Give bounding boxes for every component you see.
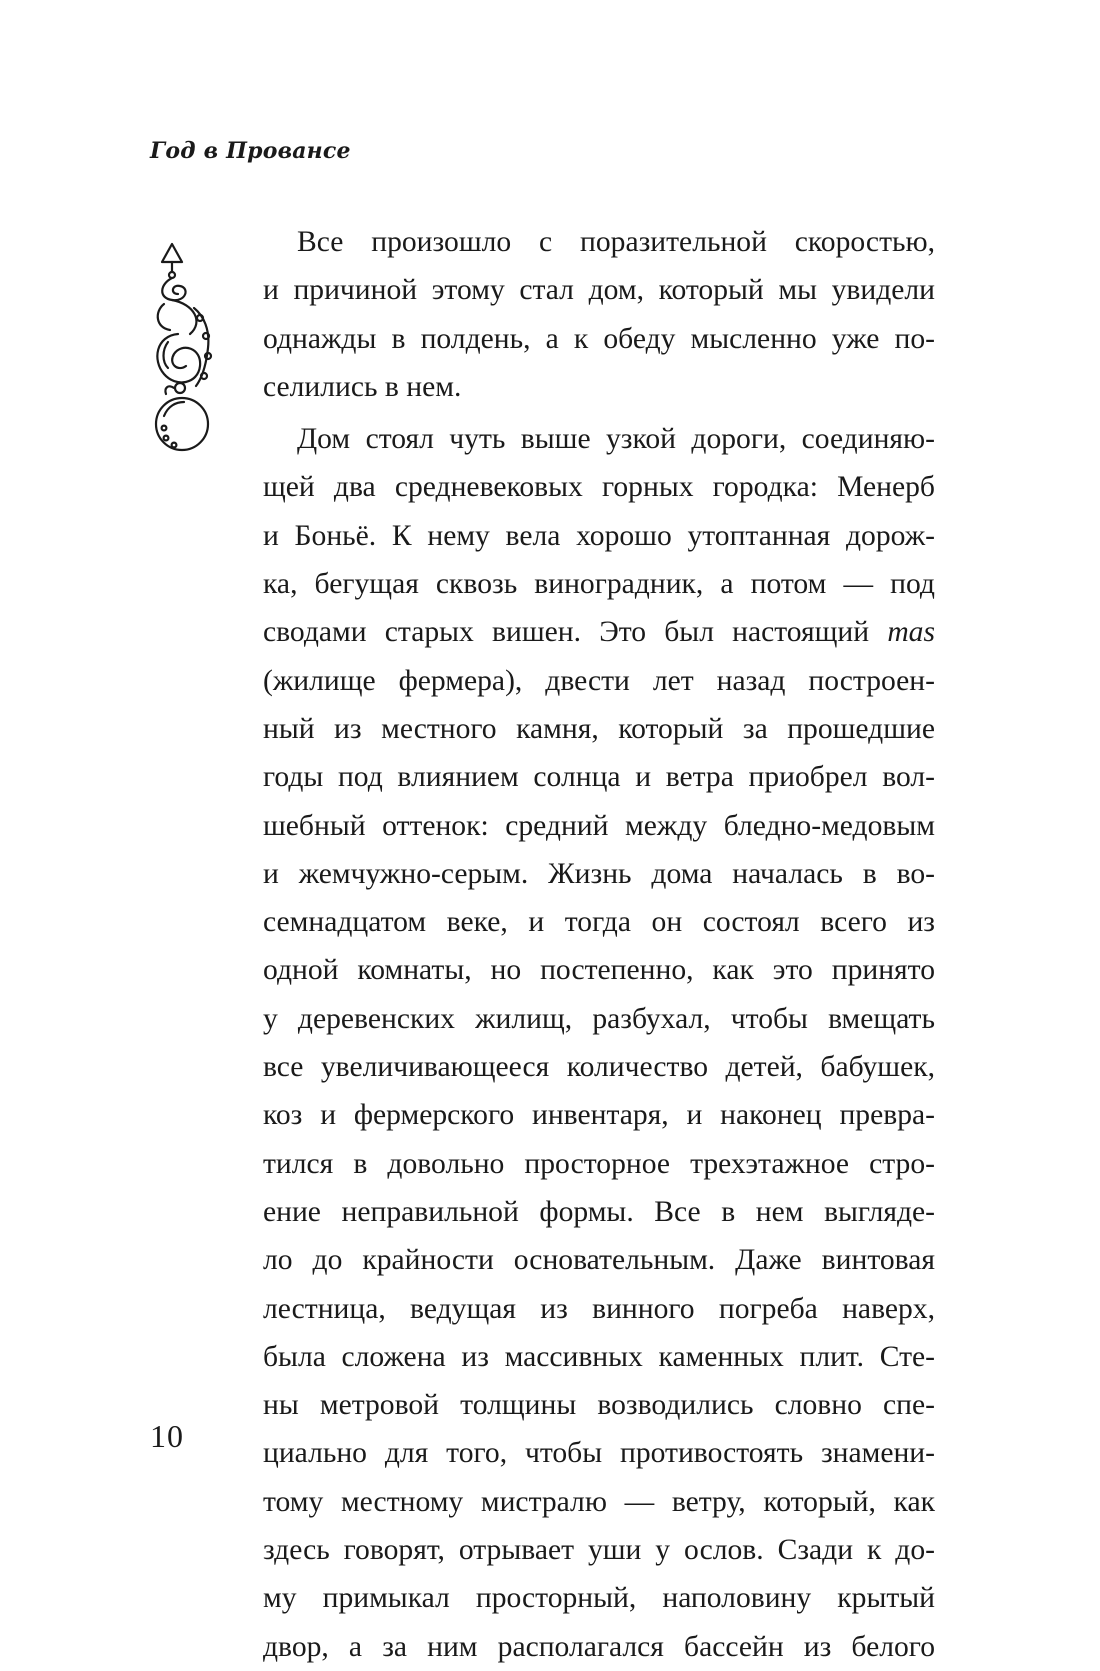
text-line: ка, бегущая сквозь виноградник, а потом — под xyxy=(263,568,935,601)
text-line: Все произошло с поразительной скоростью, xyxy=(297,226,935,258)
text-line: все увеличивающееся количество детей, бабушек, xyxy=(263,1051,935,1084)
text-segment: сводами старых вишен. Это был настоящий xyxy=(263,616,888,649)
text-line: тому местному мистралю — ветру, который, как xyxy=(263,1485,935,1518)
text-line: у деревенских жилищ, разбухал, чтобы вмещать xyxy=(263,1002,935,1035)
text-line: му примыкал просторный, наполовину крытый xyxy=(263,1582,935,1615)
text-line: ный из местного камня, который за прошедшие xyxy=(263,712,935,745)
text-line: и жемчужно-серым. Жизнь дома началась в во- xyxy=(263,857,935,890)
body-text xyxy=(263,218,935,1671)
text-line: одной комнаты, но постепенно, как это принято xyxy=(263,954,935,987)
text-line: была сложена из массивных каменных плит. Сте- xyxy=(263,1340,935,1373)
text-line: селились в нем. xyxy=(263,370,462,403)
decorative-swirl-ornament-icon xyxy=(150,238,216,456)
text-line: циально для того, чтобы противостоять знамени- xyxy=(263,1437,935,1470)
text-line: двор, а за ним располагался бассейн из белого xyxy=(263,1630,935,1663)
text-line: годы под влиянием солнца и ветра приобрел вол- xyxy=(263,761,935,794)
text-line: ение неправильной формы. Все в нем выгляде- xyxy=(263,1195,935,1228)
text-line: коз и фермерского инвентаря, и наконец превра- xyxy=(263,1099,935,1132)
text-line-with-italic xyxy=(263,608,935,656)
text-line: (жилище фермера), двести лет назад построен- xyxy=(263,664,935,697)
text-line: здесь говорят, отрывает уши у ослов. Сзади к до- xyxy=(263,1534,935,1567)
text-line: тился в довольно просторное трехэтажное стро- xyxy=(263,1147,935,1180)
text-line: лестница, ведущая из винного погреба наверх, xyxy=(263,1292,935,1325)
text-line: шебный оттенок: средний между бледно-медовым xyxy=(263,809,935,842)
text-line: семнадцатом веке, и тогда он состоял всего из xyxy=(263,906,935,939)
text-line: и причиной этому стал дом, который мы увидели xyxy=(263,274,935,307)
italic-word: mas xyxy=(887,616,935,649)
text-line: ны метровой толщины возводились словно спе- xyxy=(263,1389,935,1422)
running-head: Год в Провансе xyxy=(150,138,351,164)
page-number: 10 xyxy=(150,1418,184,1454)
text-line: ло до крайности основательным. Даже винтовая xyxy=(263,1244,935,1277)
text-line: однажды в полдень, а к обеду мысленно уже по- xyxy=(263,322,935,355)
text-line: и Боньё. К нему вела хорошо утоптанная дорож- xyxy=(263,519,935,552)
text-line: щей два средневековых горных городка: Менерб xyxy=(263,471,935,504)
text-line: Дом стоял чуть выше узкой дороги, соединяю- xyxy=(297,423,935,456)
